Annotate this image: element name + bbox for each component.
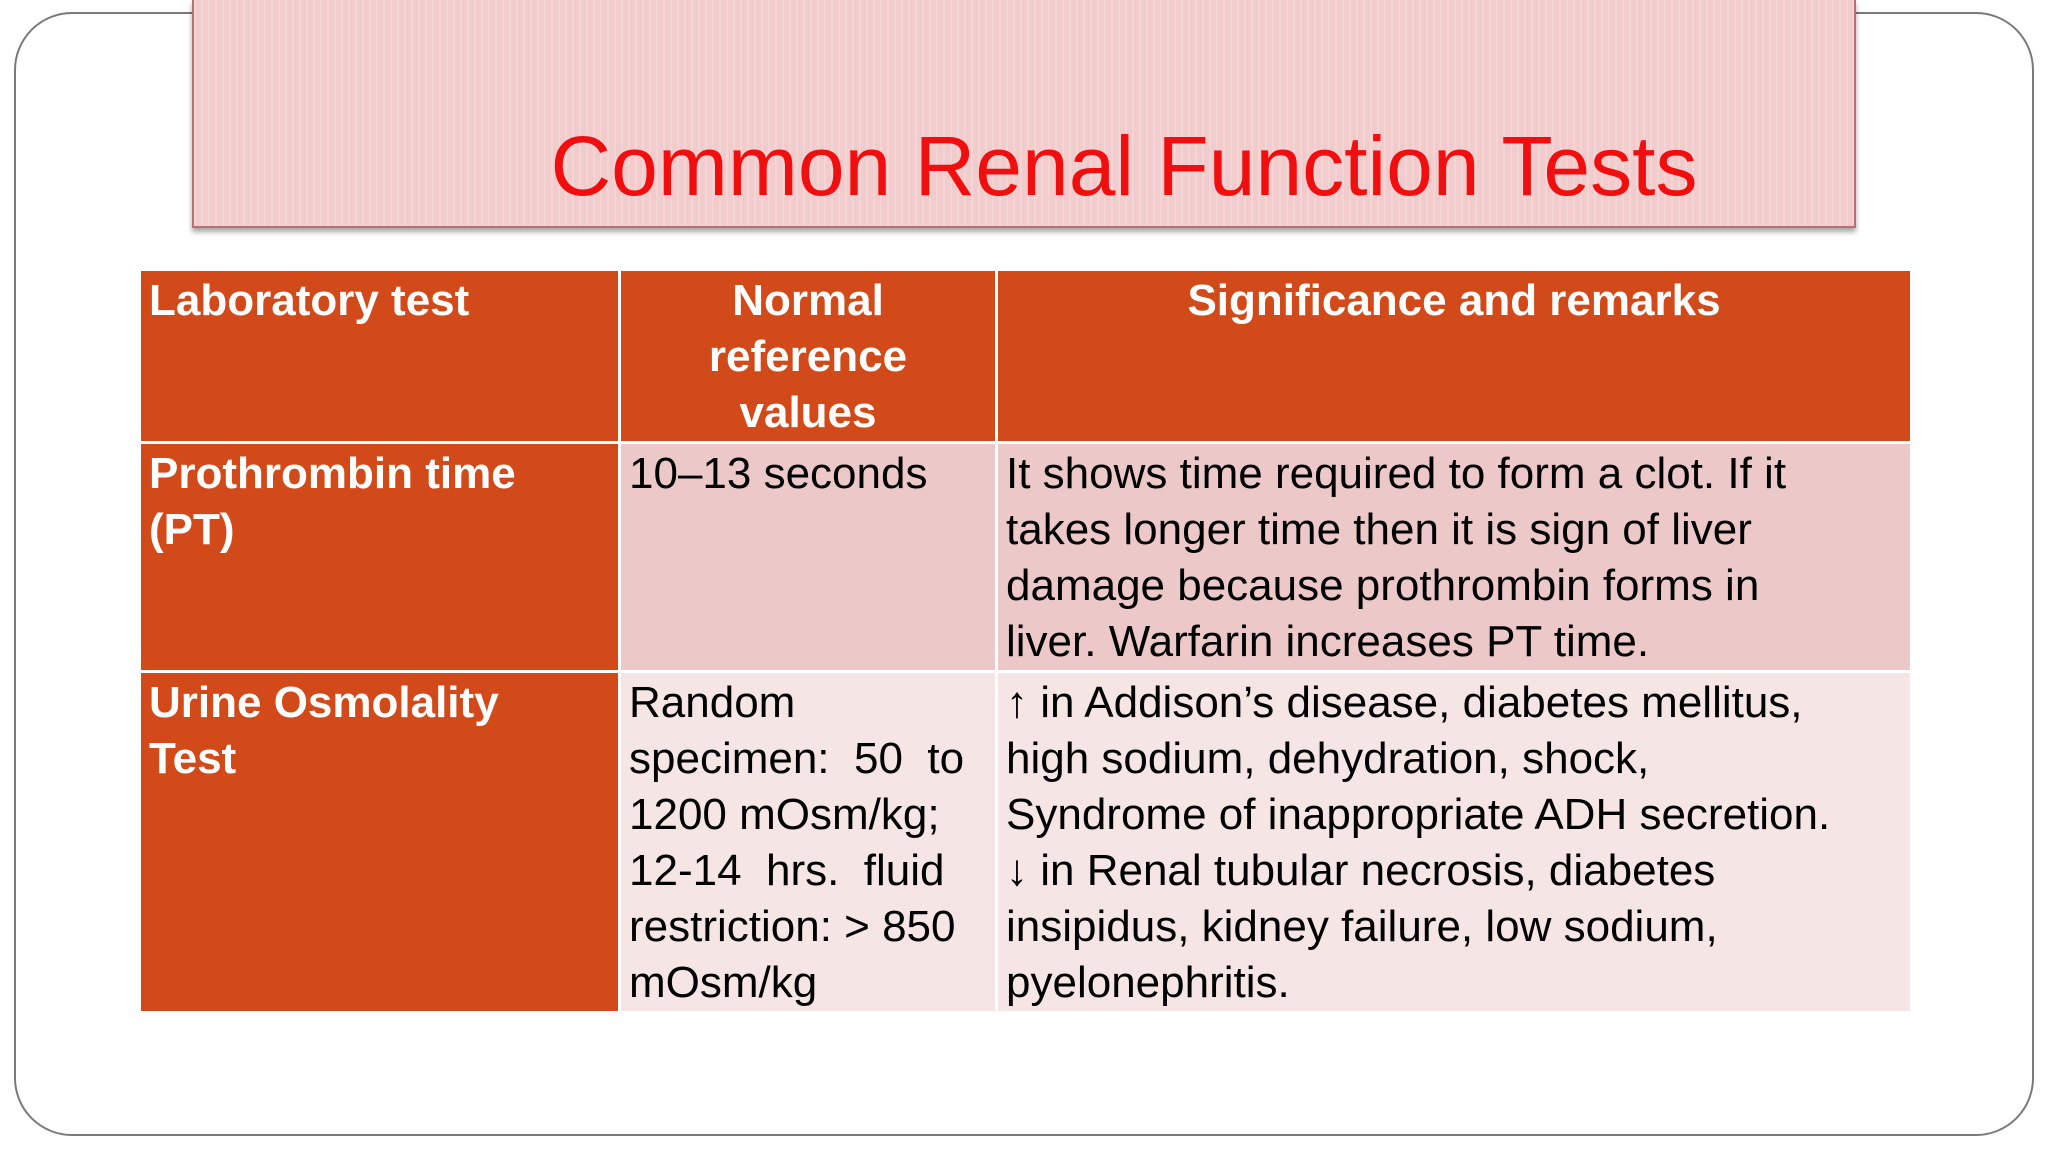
cell-test-name: Prothrombin time (PT): [140, 443, 620, 672]
cell-significance: It shows time required to form a clot. If it takes longer time then it is sign of liver damage because prothrombin forms in liver. Warfarin increases PT time.: [997, 443, 1912, 672]
table-row: [140, 443, 1912, 672]
table-row: [140, 672, 1912, 1013]
header-significance: Significance and remarks: [997, 270, 1912, 443]
cell-normal-value: Random specimen: 50 to 1200 mOsm/kg; 12-14 hrs. fluid restriction: > 850 mOsm/kg: [620, 672, 997, 1013]
table-header-row: [140, 270, 1912, 443]
header-normal-reference-values: Normal reference values: [620, 270, 997, 443]
header-laboratory-test: Laboratory test: [140, 270, 620, 443]
cell-normal-value: 10–13 seconds: [620, 443, 997, 672]
slide-title: Common Renal Function Tests: [550, 119, 1698, 213]
cell-test-name: Urine Osmolality Test: [140, 672, 620, 1013]
cell-significance: ↑ in Addison’s disease, diabetes mellitus, high sodium, dehydration, shock, Syndrome of inappropriate ADH secretion. ↓ in Renal tubular necrosis, diabetes insipidus, kidney failure, low sodium, pyelonephritis.: [997, 672, 1912, 1013]
title-banner: [192, 0, 1856, 228]
renal-tests-table: [138, 268, 1913, 1014]
